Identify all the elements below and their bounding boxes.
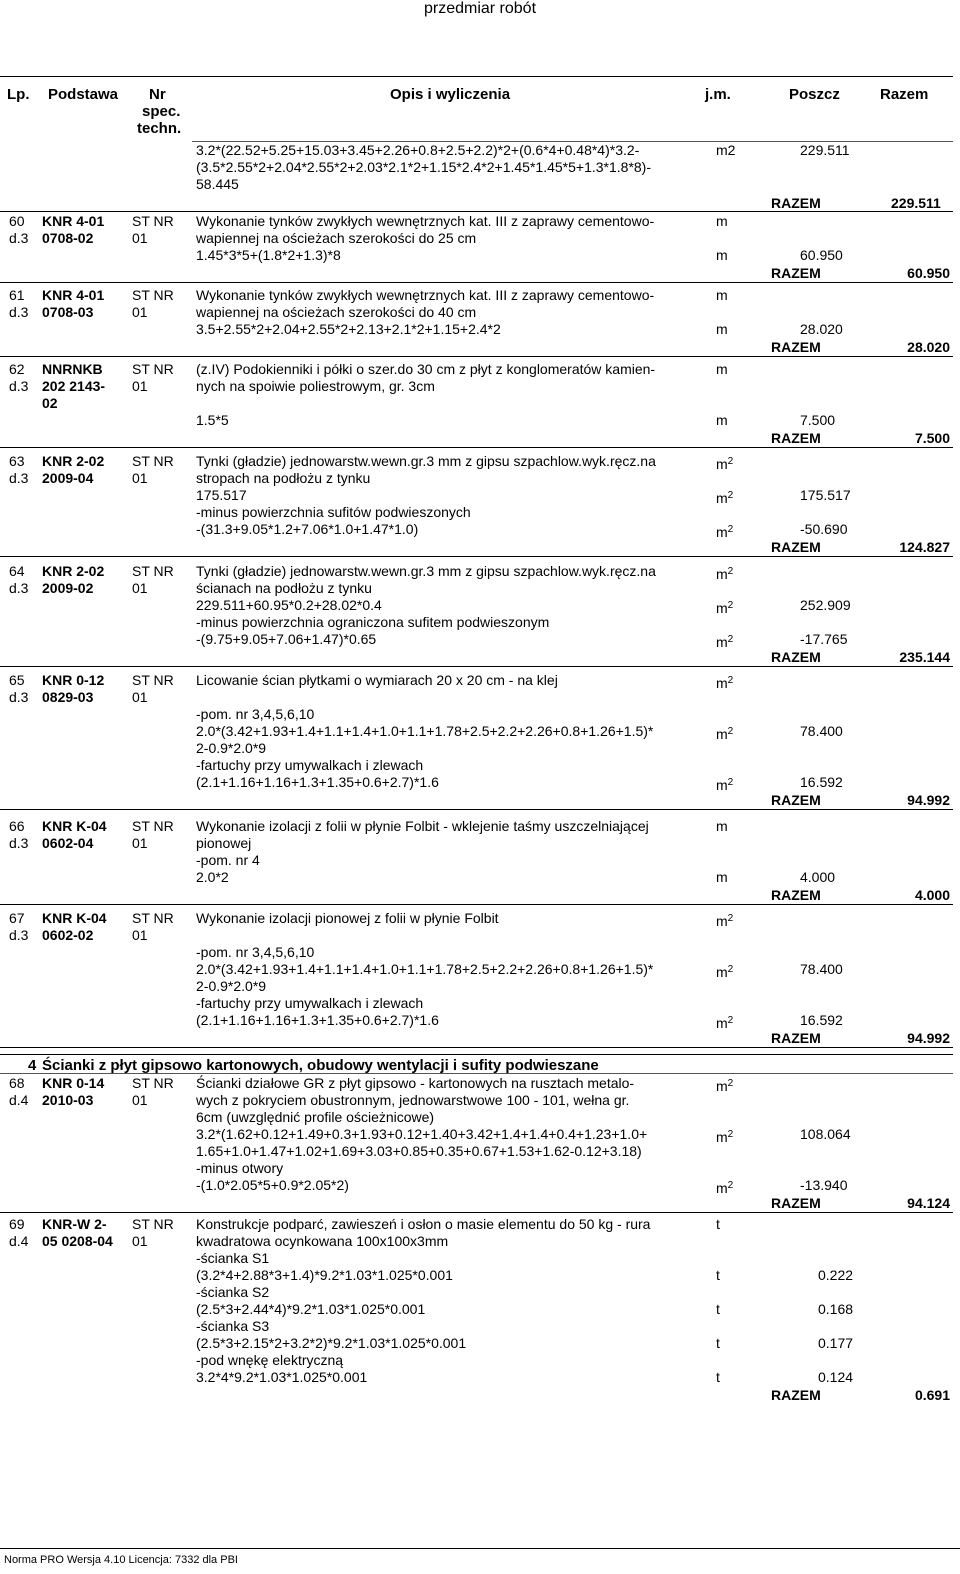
item-calc-1-value: 252.909 bbox=[800, 597, 851, 613]
item-podstawa-1: KNR 4-01 bbox=[42, 213, 105, 229]
item-razem-label: RAZEM bbox=[771, 1195, 821, 1211]
item-podstawa-1: KNR 2-02 bbox=[42, 563, 105, 579]
item-sub-calc: (3.2*4+2.88*3+1.4)*9.2*1.03*1.025*0.001 bbox=[196, 1267, 453, 1283]
item-unit: m bbox=[716, 818, 728, 834]
item-razem-value: 60.950 bbox=[907, 265, 950, 281]
item-calc-1-unit: m bbox=[716, 247, 728, 263]
row-rule bbox=[0, 282, 953, 283]
item-razem-label: RAZEM bbox=[771, 430, 821, 446]
col-poszcz: Poszcz bbox=[789, 86, 840, 103]
page-header: przedmiar robót bbox=[423, 0, 537, 17]
item-calc-1-unit: $m^2$ bbox=[716, 600, 734, 616]
item-spec-2: 01 bbox=[132, 927, 148, 943]
item-calc-3-value: -13.940 bbox=[800, 1177, 848, 1193]
section-rule-bottom bbox=[0, 1073, 953, 1074]
item-desc-1: Tynki (gładzie) jednowarstw.wewn.gr.3 mm z gipsu szpachlow.wyk.ręcz.na bbox=[196, 453, 656, 469]
item-spec-1: ST NR bbox=[132, 287, 174, 303]
item-calc-1: 229.511+60.95*0.2+28.02*0.4 bbox=[196, 597, 382, 613]
page-bottom-rule bbox=[0, 1548, 960, 1549]
item-unit: $m^2$ bbox=[716, 566, 734, 582]
item-calc-1: 1.5*5 bbox=[196, 412, 229, 428]
item-podstawa-3: 02 bbox=[42, 395, 58, 411]
item-spec-2: 01 bbox=[132, 304, 148, 320]
row-rule bbox=[0, 1212, 953, 1213]
item-calc-3-unit: $m^2$ bbox=[716, 1180, 734, 1196]
item-unit: $m^2$ bbox=[716, 456, 734, 472]
item-calc-1b: 2-0.9*2.0*9 bbox=[196, 978, 267, 994]
item-spec-1: ST NR bbox=[132, 672, 174, 688]
item-lp-d: d.3 bbox=[9, 230, 29, 246]
item-lp-d: d.3 bbox=[9, 378, 29, 394]
item-podstawa-2: 202 2143- bbox=[42, 378, 106, 394]
item-razem-value: 94.992 bbox=[907, 1030, 950, 1046]
item-calc-note: -pom. nr 4 bbox=[196, 852, 260, 868]
item-calc-1: 1.45*3*5+(1.8*2+1.3)*8 bbox=[196, 247, 341, 263]
item-sub-unit: t bbox=[716, 1267, 720, 1283]
item-desc-1: Licowanie ścian płytkami o wymiarach 20 x 20 cm - na klej bbox=[196, 672, 558, 688]
item-razem-value: 7.500 bbox=[914, 430, 950, 446]
item-calc-3-value: 16.592 bbox=[800, 1012, 843, 1028]
item-sub-label: -ścianka S1 bbox=[196, 1250, 270, 1266]
item-podstawa-2: 05 0208-04 bbox=[42, 1233, 113, 1249]
item-calc-3-unit: $m^2$ bbox=[716, 777, 734, 793]
item-unit: $m^2$ bbox=[716, 1078, 734, 1094]
item-spec-2: 01 bbox=[132, 470, 148, 486]
item-razem-value: 4.000 bbox=[914, 887, 950, 903]
item-podstawa-2: 0602-02 bbox=[42, 927, 94, 943]
section-rule bbox=[0, 1054, 953, 1055]
item-desc-1: Tynki (gładzie) jednowarstw.wewn.gr.3 mm z gipsu szpachlow.wyk.ręcz.na bbox=[196, 563, 656, 579]
table-top-rule bbox=[0, 76, 953, 77]
item-sub-unit: t bbox=[716, 1369, 720, 1385]
item-calc-1: 175.517 bbox=[196, 487, 247, 503]
item-razem-value: 94.992 bbox=[907, 792, 950, 808]
item-desc-2: nych na spoiwie poliestrowym, gr. 3cm bbox=[196, 378, 435, 394]
item-sub-unit: t bbox=[716, 1301, 720, 1317]
item-spec-1: ST NR bbox=[132, 213, 174, 229]
item-razem-label: RAZEM bbox=[771, 265, 821, 281]
item-desc-1: Wykonanie tynków zwykłych wewnętrznych kat. III z zaprawy cementowo- bbox=[196, 213, 655, 229]
item-lp: 61 bbox=[9, 287, 25, 303]
item-spec-2: 01 bbox=[132, 378, 148, 394]
item-lp: 64 bbox=[9, 563, 25, 579]
item-unit: $m^2$ bbox=[716, 675, 734, 691]
item-spec-1: ST NR bbox=[132, 910, 174, 926]
item-calc-3: -(31.3+9.05*1.2+7.06*1.0+1.47*1.0) bbox=[196, 521, 419, 537]
item-lp-d: d.4 bbox=[9, 1233, 29, 1249]
item-lp: 69 bbox=[9, 1216, 25, 1232]
item-calc-1: 2.0*(3.42+1.93+1.4+1.1+1.4+1.0+1.1+1.78+2.5+2.2+2.26+0.8+1.26+1.5)* bbox=[196, 961, 654, 977]
item-desc-2: stropach na podłożu z tynku bbox=[196, 470, 371, 486]
row-rule bbox=[0, 211, 953, 212]
item-sub-calc: (2.5*3+2.44*4)*9.2*1.03*1.025*0.001 bbox=[196, 1301, 426, 1317]
item-lp: 62 bbox=[9, 361, 25, 377]
item-unit: m bbox=[716, 361, 728, 377]
item-desc-1: Wykonanie tynków zwykłych wewnętrznych kat. III z zaprawy cementowo- bbox=[196, 287, 655, 303]
item-spec-2: 01 bbox=[132, 1092, 148, 1108]
item-calc-3: (2.1+1.16+1.16+1.3+1.35+0.6+2.7)*1.6 bbox=[196, 774, 439, 790]
item-sub-value: 0.168 bbox=[818, 1301, 854, 1317]
item-calc-note: -pom. nr 3,4,5,6,10 bbox=[196, 706, 315, 722]
item-razem-label: RAZEM bbox=[771, 792, 821, 808]
row-rule bbox=[0, 809, 953, 810]
item-spec-1: ST NR bbox=[132, 361, 174, 377]
item-desc-2: kwadratowa ocynkowana 100x100x3mm bbox=[196, 1233, 449, 1249]
item-calc-1-value: 60.950 bbox=[800, 247, 843, 263]
item-unit: m bbox=[716, 287, 728, 303]
item-calc-1b: 2-0.9*2.0*9 bbox=[196, 740, 267, 756]
item-calc-1b: 1.65+1.0+1.47+1.02+1.69+3.03+0.85+0.35+0.67+1.53+1.62-0.12+3.18) bbox=[196, 1143, 642, 1159]
item-calc-1-unit: $m^2$ bbox=[716, 1129, 734, 1145]
cont-razem-label: RAZEM bbox=[771, 195, 821, 211]
col-lp: Lp. bbox=[7, 86, 30, 103]
item-spec-2: 01 bbox=[132, 835, 148, 851]
item-lp-d: d.3 bbox=[9, 470, 29, 486]
item-unit: $m^2$ bbox=[716, 913, 734, 929]
item-lp-d: d.4 bbox=[9, 1092, 29, 1108]
col-podstawa: Podstawa bbox=[48, 86, 119, 103]
item-razem-label: RAZEM bbox=[771, 339, 821, 355]
item-sub-calc: (2.5*3+2.15*2+3.2*2)*9.2*1.03*1.025*0.001 bbox=[196, 1335, 467, 1351]
item-calc-3: -(9.75+9.05+7.06+1.47)*0.65 bbox=[196, 631, 377, 647]
cont-line-2: (3.5*2.55*2+2.04*2.55*2+2.03*2.1*2+1.15*2.4*2+1.45*1.45*5+1.3*1.8*8)- bbox=[196, 159, 652, 175]
item-lp-d: d.3 bbox=[9, 580, 29, 596]
item-razem-label: RAZEM bbox=[771, 649, 821, 665]
item-calc-2: -minus otwory bbox=[196, 1160, 284, 1176]
item-calc-1: 2.0*2 bbox=[196, 869, 229, 885]
row-rule bbox=[0, 1047, 953, 1048]
item-sub-value: 0.222 bbox=[818, 1267, 854, 1283]
section-title: Ścianki z płyt gipsowo kartonowych, obudowy wentylacji i sufity podwieszane bbox=[42, 1057, 599, 1074]
item-lp-d: d.3 bbox=[9, 304, 29, 320]
item-calc-1: 3.5+2.55*2+2.04+2.55*2+2.13+2.1*2+1.15+2.4*2 bbox=[196, 321, 501, 337]
item-calc-3-value: 16.592 bbox=[800, 774, 843, 790]
item-desc-2: pionowej bbox=[196, 835, 252, 851]
item-sub-unit: t bbox=[716, 1335, 720, 1351]
item-calc-3: (2.1+1.16+1.16+1.3+1.35+0.6+2.7)*1.6 bbox=[196, 1012, 439, 1028]
item-calc-2: -fartuchy przy umywalkach i zlewach bbox=[196, 757, 424, 773]
item-razem-label: RAZEM bbox=[771, 1030, 821, 1046]
item-spec-2: 01 bbox=[132, 689, 148, 705]
item-desc-1: Ścianki działowe GR z płyt gipsowo - kartonowych na rusztach metalo- bbox=[196, 1075, 635, 1091]
item-spec-1: ST NR bbox=[132, 1075, 174, 1091]
item-lp: 65 bbox=[9, 672, 25, 688]
item-calc-3-unit: $m^2$ bbox=[716, 634, 734, 650]
item-lp-d: d.3 bbox=[9, 689, 29, 705]
col-nr-spec: spec. bbox=[142, 103, 181, 120]
item-razem-label: RAZEM bbox=[771, 887, 821, 903]
item-podstawa-2: 0708-03 bbox=[42, 304, 94, 320]
item-podstawa-1: KNR 4-01 bbox=[42, 287, 105, 303]
item-podstawa-1: KNR 0-14 bbox=[42, 1075, 105, 1091]
item-desc-2: ścianach na podłożu z tynku bbox=[196, 580, 372, 596]
col-nr-techn: techn. bbox=[137, 120, 182, 137]
section-number: 4 bbox=[28, 1057, 37, 1074]
item-calc-1-value: 7.500 bbox=[800, 412, 836, 428]
row-rule bbox=[0, 666, 953, 667]
item-spec-2: 01 bbox=[132, 230, 148, 246]
item-calc-1: 3.2*(1.62+0.12+1.49+0.3+1.93+0.12+1.40+3.42+1.4+1.4+0.4+1.23+1.0+ bbox=[196, 1126, 648, 1142]
item-podstawa-2: 0708-02 bbox=[42, 230, 94, 246]
item-calc-1-value: 78.400 bbox=[800, 723, 843, 739]
col-razem: Razem bbox=[880, 86, 929, 103]
item-calc-1: 2.0*(3.42+1.93+1.4+1.1+1.4+1.0+1.1+1.78+2.5+2.2+2.26+0.8+1.26+1.5)* bbox=[196, 723, 654, 739]
item-calc-2: -minus powierzchnia sufitów podwieszonych bbox=[196, 504, 471, 520]
col-jm: j.m. bbox=[705, 86, 731, 103]
cont-line-3: 58.445 bbox=[196, 176, 239, 192]
item-spec-2: 01 bbox=[132, 580, 148, 596]
item-podstawa-2: 0829-03 bbox=[42, 689, 94, 705]
cont-value: 229.511 bbox=[800, 142, 850, 158]
item-spec-1: ST NR bbox=[132, 1216, 174, 1232]
cont-razem-value: 229.511 bbox=[891, 195, 941, 211]
item-calc-2: -minus powierzchnia ograniczona sufitem podwieszonym bbox=[196, 614, 550, 630]
item-sub-label: -ścianka S2 bbox=[196, 1284, 270, 1300]
item-lp: 67 bbox=[9, 910, 25, 926]
row-rule bbox=[0, 904, 953, 905]
item-lp-d: d.3 bbox=[9, 835, 29, 851]
item-lp-d: d.3 bbox=[9, 927, 29, 943]
item-unit: m bbox=[716, 213, 728, 229]
item-podstawa-2: 0602-04 bbox=[42, 835, 94, 851]
item-desc-2: wapiennej na ościeżach szerokości do 40 cm bbox=[196, 304, 477, 320]
item-razem-label: RAZEM bbox=[771, 539, 821, 555]
item-podstawa-2: 2010-03 bbox=[42, 1092, 94, 1108]
cont-unit: m2 bbox=[716, 142, 736, 158]
item-sub-calc: 3.2*4*9.2*1.03*1.025*0.001 bbox=[196, 1369, 368, 1385]
item-razem-value: 124.827 bbox=[899, 539, 950, 555]
item-podstawa-2: 2009-02 bbox=[42, 580, 94, 596]
item-podstawa-1: KNR 2-02 bbox=[42, 453, 105, 469]
item-calc-1-unit: $m^2$ bbox=[716, 964, 734, 980]
item-podstawa-1: KNR 0-12 bbox=[42, 672, 105, 688]
item-sub-value: 0.177 bbox=[818, 1335, 854, 1351]
item-calc-1-value: 78.400 bbox=[800, 961, 843, 977]
item-sub-value: 0.124 bbox=[818, 1369, 854, 1385]
item-calc-1-value: 28.020 bbox=[800, 321, 843, 337]
item-unit: t bbox=[716, 1216, 720, 1232]
item-calc-3-unit: $m^2$ bbox=[716, 524, 734, 540]
item-podstawa-1: KNR-W 2- bbox=[42, 1216, 107, 1232]
item-sub-label: -ścianka S3 bbox=[196, 1318, 270, 1334]
item-spec-2: 01 bbox=[132, 1233, 148, 1249]
item-lp: 63 bbox=[9, 453, 25, 469]
item-calc-1-value: 175.517 bbox=[800, 487, 851, 503]
item-spec-1: ST NR bbox=[132, 453, 174, 469]
item-sub-label: -pod wnękę elektryczną bbox=[196, 1352, 344, 1368]
item-spec-1: ST NR bbox=[132, 563, 174, 579]
item-razem-value: 235.144 bbox=[899, 649, 950, 665]
item-desc-1: (z.IV) Podokienniki i półki o szer.do 30 cm z płyt z konglomeratów kamien- bbox=[196, 361, 656, 377]
item-razem-value: 94.124 bbox=[907, 1195, 950, 1211]
item-desc-2: wych z pokryciem obustronnym, jednowarstwowe 100 - 101, wełna gr. bbox=[196, 1092, 630, 1108]
item-desc-2: wapiennej na ościeżach szerokości do 25 cm bbox=[196, 230, 477, 246]
item-desc-1: Wykonanie izolacji z folii w płynie Folbit - wklejenie taśmy uszczelniającej bbox=[196, 818, 649, 834]
item-podstawa-1: KNR K-04 bbox=[42, 818, 107, 834]
row-rule bbox=[0, 356, 953, 357]
item-calc-1-value: 4.000 bbox=[800, 869, 836, 885]
item-razem-value: 28.020 bbox=[907, 339, 950, 355]
item-podstawa-2: 2009-04 bbox=[42, 470, 94, 486]
cont-line-1: 3.2*(22.52+5.25+15.03+3.45+2.26+0.8+2.5+2.2)*2+(0.6*4+0.48*4)*3.2- bbox=[196, 142, 640, 158]
item-calc-1-unit: m bbox=[716, 321, 728, 337]
item-calc-1-value: 108.064 bbox=[800, 1126, 851, 1142]
item-calc-1-unit: m bbox=[716, 869, 728, 885]
item-calc-3-value: -17.765 bbox=[800, 631, 848, 647]
item-spec-1: ST NR bbox=[132, 818, 174, 834]
row-rule bbox=[0, 556, 953, 557]
item-podstawa-1: NNRNKB bbox=[42, 361, 103, 377]
item-calc-note: -pom. nr 3,4,5,6,10 bbox=[196, 944, 315, 960]
item-desc-3: 6cm (uwzględnić profile ościeżnicowe) bbox=[196, 1109, 435, 1125]
item-calc-3: -(1.0*2.05*5+0.9*2.05*2) bbox=[196, 1177, 349, 1193]
item-lp: 60 bbox=[9, 213, 25, 229]
item-lp: 66 bbox=[9, 818, 25, 834]
item-calc-3-unit: $m^2$ bbox=[716, 1015, 734, 1031]
item-lp: 68 bbox=[9, 1075, 25, 1091]
item-calc-1-unit: m bbox=[716, 412, 728, 428]
item-calc-3-value: -50.690 bbox=[800, 521, 848, 537]
item-podstawa-1: KNR K-04 bbox=[42, 910, 107, 926]
item-desc-1: Konstrukcje podparć, zawieszeń i osłon o masie elementu do 50 kg - rura bbox=[196, 1216, 651, 1232]
item-desc-1: Wykonanie izolacji pionowej z folii w płynie Folbit bbox=[196, 910, 499, 926]
item-calc-1-unit: $m^2$ bbox=[716, 490, 734, 506]
item-razem-label: RAZEM bbox=[771, 1387, 821, 1403]
col-opis: Opis i wyliczenia bbox=[390, 86, 511, 103]
item-calc-1-unit: $m^2$ bbox=[716, 726, 734, 742]
item-razem-value: 0.691 bbox=[914, 1387, 950, 1403]
row-rule bbox=[0, 447, 953, 448]
item-calc-2: -fartuchy przy umywalkach i zlewach bbox=[196, 995, 424, 1011]
footer-text: Norma PRO Wersja 4.10 Licencja: 7332 dla PBI bbox=[4, 1554, 238, 1566]
col-nr: Nr bbox=[149, 86, 166, 103]
